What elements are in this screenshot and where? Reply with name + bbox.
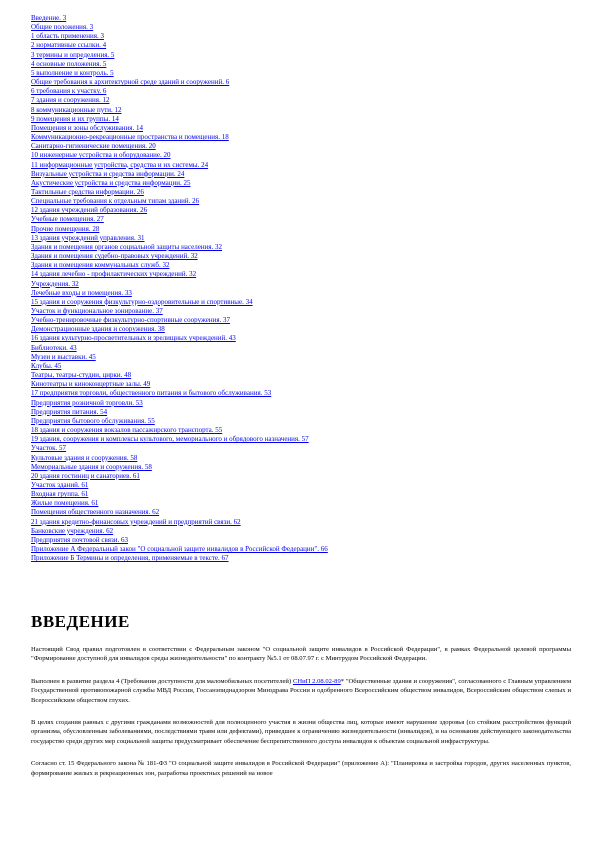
section-heading: ВВЕДЕНИЕ — [31, 612, 130, 631]
intro-paragraph-2-end: * "Общественные здания и сооружения", согласованного с Главным управлением Государственной противопожарной службы МВД России, Госсанэпиднадзором Минздрава России и одобренного Всероссийским обществом инвалидов, Всероссийским обществом слепых и Всероссийским обществом глухих. — [31, 677, 572, 704]
toc-link[interactable]: Санитарно-гигиенические помещения. 20 — [31, 142, 156, 151]
toc-link[interactable]: 20 здания гостиниц и санаториев. 61 — [31, 471, 140, 480]
toc-link[interactable]: Помещения общественного назначения. 62 — [31, 508, 160, 517]
introduction-body — [31, 645, 571, 791]
toc-link[interactable]: 12 здания учреждений образования. 26 — [31, 206, 148, 215]
intro-paragraph-1: Настоящий Свод правил подготовлен в соответствии с Федеральным законом "О социальной защите инвалидов в Российской Федерации", в рамках Федеральной целевой программы "Формирование доступной для инвалидов среды жизнедеятельности" по контракту №5.1 от 08.07.97 г. с Минтрудом Российской Федерации. — [31, 646, 571, 663]
toc-link[interactable]: 10 инженерные устройства и оборудование. 20 — [31, 151, 171, 160]
toc-link[interactable]: 9 помещения и их группы. 14 — [31, 114, 119, 123]
toc-link[interactable]: Введение. 3 — [31, 14, 67, 22]
toc-link[interactable]: 14 здания лечебно - профилактических учреждений. 32 — [31, 270, 197, 279]
toc-link[interactable]: 7 здания и сооружения. 12 — [31, 96, 110, 105]
toc-link[interactable]: Мемориальные здания и сооружения. 58 — [31, 462, 152, 471]
snip-reference-link[interactable]: СНиП 2.08.02-89 — [292, 677, 341, 685]
toc-link[interactable]: Коммуникационно-рекреационные пространства и помещения. 18 — [31, 133, 229, 142]
toc-link[interactable]: Приложение А Федеральный закон "О социальной защите инвалидов в Российской Федерации". 66 — [31, 545, 328, 554]
toc-link[interactable]: Специальные требования к отдельным типам зданий. 26 — [31, 197, 200, 206]
toc-link[interactable]: 1 область применения. 3 — [31, 32, 104, 41]
toc-link[interactable]: Тактильные средства информации. 26 — [31, 187, 144, 196]
toc-link[interactable]: Участок. 57 — [31, 444, 67, 453]
toc-link[interactable]: Клубы. 45 — [31, 361, 62, 370]
toc-link[interactable]: Входная группа. 61 — [31, 490, 89, 499]
intro-paragraph-2 — [31, 677, 571, 705]
toc-link[interactable]: Общие требования к архитектурной среде зданий и сооружений. 6 — [31, 78, 230, 87]
toc-link[interactable]: Участок и функциональное зонирование. 37 — [31, 307, 163, 315]
toc-link[interactable]: 11 информационные устройства, средства и их системы. 24 — [31, 160, 209, 169]
toc-link[interactable]: Предприятия розничной торговли. 53 — [31, 398, 143, 407]
toc-link[interactable]: Предприятия бытового обслуживания. 55 — [31, 416, 155, 425]
toc-link[interactable]: 19 здания, сооружения и комплексы культового, мемориального и обрядового назначения. 57 — [31, 435, 309, 444]
toc-link[interactable]: Предприятия почтовой связи. 63 — [31, 535, 128, 544]
toc-link[interactable]: Библиотеки. 43 — [31, 343, 77, 352]
toc-link[interactable]: Здания и помещения органов социальной защиты населения. 32 — [31, 242, 223, 251]
toc-link[interactable]: Участок зданий. 61 — [31, 480, 89, 489]
toc-link[interactable]: Прочие помещения. 28 — [31, 224, 100, 233]
toc-link[interactable]: Учебные помещения. 27 — [31, 215, 104, 224]
toc-link[interactable]: Помещения и зоны обслуживания. 14 — [31, 123, 144, 132]
toc-link[interactable]: Здания и помещения коммунальных служб. 32 — [31, 261, 170, 270]
intro-paragraph-4: Согласно ст. 15 Федерального закона № 181-ФЗ "О социальной защите инвалидов в Российской Федерации" (приложение А): "Планировка и застройка городов, других населенных пунктов, формирование жилых и рекреационных зон, разработка проектных решений на новое — [31, 760, 571, 777]
toc-link[interactable]: 17 предприятия торговли, общественного питания и бытового обслуживания. 53 — [31, 389, 272, 398]
toc-link[interactable]: Визуальные устройства и средства информации. 24 — [31, 169, 185, 178]
toc-link[interactable]: 8 коммуникационные пути. 12 — [31, 105, 122, 114]
toc-link[interactable]: 18 здания и сооружения вокзалов пассажирского транспорта. 55 — [31, 426, 223, 435]
toc-link[interactable]: Здания и помещения судебно-правовых учреждений. 32 — [31, 252, 198, 261]
toc-link[interactable]: Предприятия питания. 54 — [31, 407, 108, 416]
toc-link[interactable]: Театры, театры-студии, цирки. 48 — [31, 371, 132, 380]
intro-paragraph-2-start: Выполнен в развитие раздела 4 (Требования доступности для маломобильных посетителей) — [31, 677, 293, 685]
toc-link[interactable]: Кинотеатры и киноконцертные залы. 49 — [31, 380, 151, 389]
toc-link[interactable]: 15 здания и сооружения физкультурно-оздоровительные и спортивные. 34 — [31, 297, 253, 306]
toc-link[interactable]: Жилые помещения. 61 — [31, 499, 99, 508]
toc-link[interactable]: Акустические устройства и средства информации. 25 — [31, 178, 191, 187]
toc-link[interactable]: Демонстрационные здания и сооружения. 38 — [31, 325, 165, 334]
intro-paragraph-3: В целях создания равных с другими гражданами возможностей для полноценного участия в жизни общества лиц, которые имеют нарушение здоровья (со стойким расстройством функций организма, обусловленным заболеваниями, последствиями травм или дефектами), приведшее к ограничению жизнедеятельности (инвалидов), и на основании действующего законодательства государство среди других мер социальной защиты предусматривает обеспечение беспрепятственного доступа инвалидов к объектам социальной инфраструктуры. — [31, 719, 571, 745]
toc-link[interactable]: 3 термины и определения. 5 — [31, 50, 115, 59]
toc-link[interactable]: Учреждения. 32 — [31, 279, 79, 288]
toc-link[interactable]: 13 здания учреждений управления. 31 — [31, 233, 145, 242]
toc-link[interactable]: Приложение Б Термины и определения, применяемые в тексте. 67 — [31, 554, 229, 563]
toc-link[interactable]: 16 здания культурно-просветительных и зрелищных учреждений. 43 — [31, 334, 236, 343]
toc-link[interactable]: Лечебные входы и помещения. 33 — [31, 288, 132, 297]
toc-link[interactable]: Музеи и выставки. 45 — [31, 352, 96, 361]
toc-link[interactable]: 4 основные положения. 5 — [31, 59, 107, 68]
toc-link[interactable]: Учебно-тренировочные физкультурно-спортивные сооружения. 37 — [31, 316, 231, 325]
toc-link[interactable]: 21 здания кредитно-финансовых учреждений и предприятий связи. 62 — [31, 517, 241, 526]
table-of-contents — [31, 14, 587, 563]
toc-link[interactable]: 6 требования к участку. 6 — [31, 87, 107, 96]
toc-link[interactable]: Культовые здания и сооружения. 58 — [31, 453, 138, 462]
toc-link[interactable]: Банковские учреждения. 62 — [31, 526, 114, 535]
toc-link[interactable]: 2 нормативные ссылки. 4 — [31, 41, 107, 50]
toc-link[interactable]: 5 выполнение и контроль. 5 — [31, 68, 114, 77]
toc-link[interactable]: Общие положения. 3 — [31, 23, 94, 32]
